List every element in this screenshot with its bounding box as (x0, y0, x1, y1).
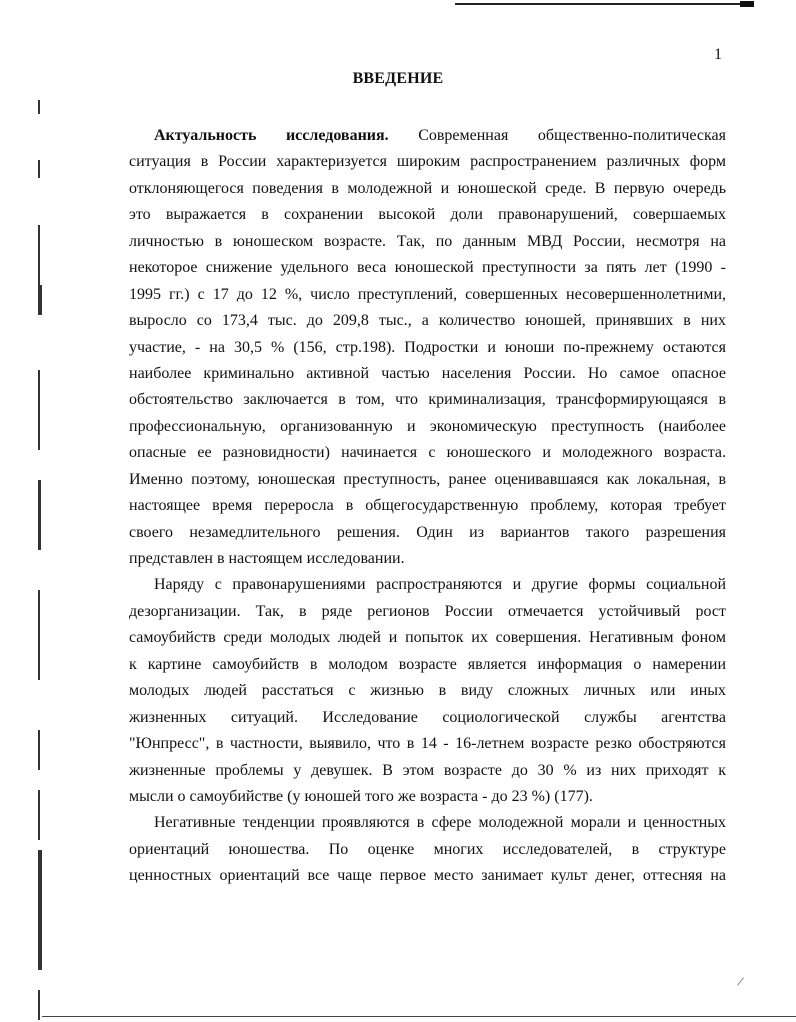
text-line: дезорганизации. Так, в ряде регионов России отмечается устойчивый рост (129, 602, 726, 620)
lead-term: Актуальность исследования. (154, 127, 389, 144)
body-text (129, 123, 726, 890)
text-line: это выражается в сохранении высокой доли правонарушений, совершаемых (129, 206, 726, 224)
text-line: самоубийств среди молодых людей и попыток их совершения. Негативным фоном (129, 629, 726, 647)
text-line: настоящее время переросла в общегосударственную проблему, которая требует (129, 497, 726, 515)
text-line: Актуальность исследования. Современная общественно-политическая (154, 127, 727, 144)
text-line: Именно поэтому, юношеская преступность, ранее оценивавшаяся как локальная, в (129, 470, 726, 488)
page-number: 1 (714, 46, 722, 63)
paragraph-social-disorganization (129, 572, 726, 810)
text-line: профессиональную, организованную и экономическую преступность (наиболее (129, 417, 726, 435)
scan-left-edge-artifacts (38, 90, 42, 1022)
text-line: наиболее криминально активной частью населения России. Но самое опасное (129, 364, 726, 382)
text-line: "Юнпресс", в частности, выявило, что в 14 - 16-летнем возрасте резко обостряются (129, 735, 726, 753)
scan-corner-mark: / (735, 974, 745, 991)
scan-top-edge-mark (740, 1, 754, 7)
scan-top-edge-line (455, 3, 753, 5)
text-line: своего незамедлительного решения. Один из вариантов такого разрешения (129, 523, 726, 541)
text-line: жизненные проблемы у девушек. В этом возрасте до 30 % из них приходят к (129, 761, 726, 779)
text-line: к картине самоубийств в молодом возрасте является информация о намерении (129, 655, 726, 673)
paragraph-relevance (129, 123, 726, 572)
paragraph-negative-trends (129, 810, 726, 889)
text-line: ситуация в России характеризуется широким распространением различных форм (129, 153, 726, 171)
text-line: мысли о самоубийстве (у юношей того же возраста - до 23 %) (177). (129, 787, 593, 805)
text-line: ориентаций юношества. По оценке многих исследователей, в структуре (129, 840, 726, 858)
text-line: Негативные тенденции проявляются в сфере молодежной морали и ценностных (154, 814, 726, 832)
text-line: жизненных ситуаций. Исследование социологической службы агентства (129, 708, 726, 726)
page-title: ВВЕДЕНИЕ (352, 70, 444, 87)
text-line: представлен в настоящем исследовании. (129, 550, 405, 567)
text-line: личностью в юношеском возрасте. Так, по данным МВД России, несмотря на (129, 232, 726, 250)
text-line: ценностных ориентаций все чаще первое место занимает культ денег, оттесняя на (129, 867, 726, 885)
text-line: 1995 гг.) с 17 до 12 %, число преступлений, совершенных несовершеннолетними, (129, 285, 726, 303)
text-line: участие, - на 30,5 % (156, стр.198). Подростки и юноши по-прежнему остаются (129, 338, 726, 356)
scan-bottom-edge-line (42, 1016, 796, 1017)
text-line: некоторое снижение удельного веса юношеской преступности за пять лет (1990 - (129, 259, 726, 277)
text-line: Наряду с правонарушениями распространяются и другие формы социальной (154, 576, 726, 594)
text-line: обстоятельство заключается в том, что криминализация, трансформирующаяся в (129, 391, 726, 409)
text-line: молодых людей расстаться с жизнью в виду сложных личных или иных (129, 682, 726, 700)
text-line: опасные ее разновидности) начинается с юношеского и молодежного возраста. (129, 444, 726, 462)
text-line: выросло со 173,4 тыс. до 209,8 тыс., а количество юношей, принявших в них (129, 312, 726, 330)
text-line: отклоняющегося поведения в молодежной и юношеской среде. В первую очередь (129, 179, 726, 197)
